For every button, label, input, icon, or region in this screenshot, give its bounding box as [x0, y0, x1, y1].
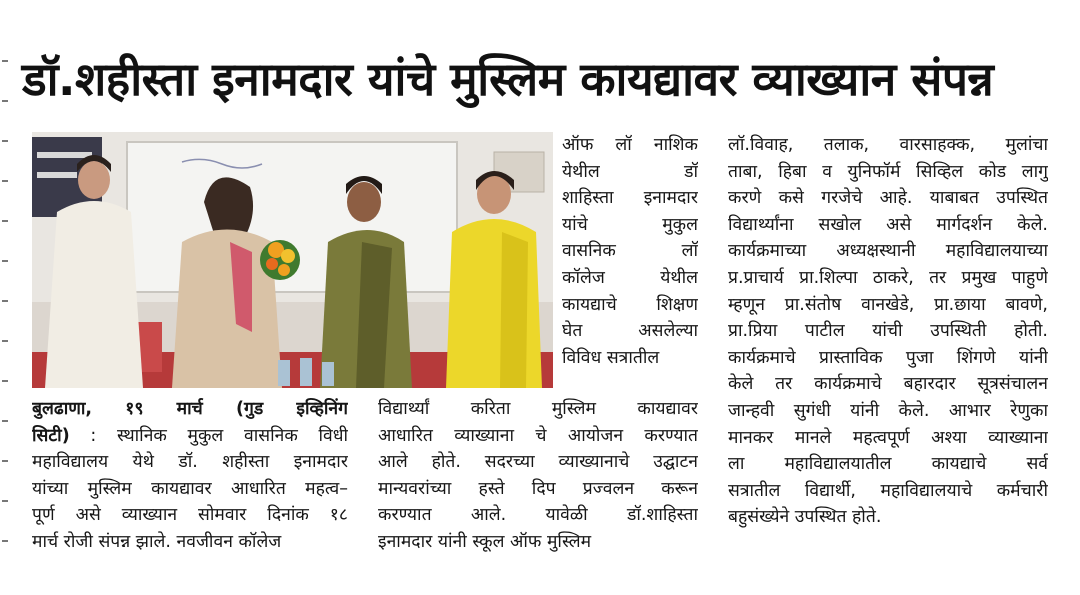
- text-line: लॉ.विवाह, तलाक, वारसाहक्क, मुलांचा: [728, 135, 1048, 155]
- article-column-2: [378, 396, 698, 556]
- text-line: येथील डॉ: [562, 161, 698, 182]
- text-line: कार्यक्रमाच्या अध्यक्षस्थानी महाविद्यालयाच्या: [728, 241, 1048, 262]
- text-line: जान्हवी सुगंधी यांनी केले. आभार रेणुका: [728, 400, 1048, 421]
- article-column-2-top: [562, 132, 698, 371]
- text-line: मानकर मानले महत्वपूर्ण अश्या व्याख्याना: [728, 427, 1048, 448]
- text-line: पूर्ण असे व्याख्यान सोमवार दिनांक १८: [32, 505, 348, 526]
- text-line: करण्यात आले. यावेळी डॉ.शाहिस्ता: [378, 505, 698, 526]
- text-line: ला महाविद्यालयातील कायद्याचे सर्व: [728, 454, 1048, 475]
- headline: डॉ.शहीस्ता इनामदार यांचे मुस्लिम कायद्यावर व्याख्यान संपन्न: [22, 52, 994, 106]
- text-line: म्हणून प्रा.संतोष वानखेडे, प्रा.छाया बावणे,: [728, 294, 1048, 315]
- text-line: विद्यार्थ्यांना सखोल असे मार्गदर्शन केले.: [728, 214, 1048, 235]
- text-line: आले होते. सदरच्या व्याख्यानाचे उद्घाटन: [378, 452, 698, 473]
- article-column-1: [32, 396, 348, 556]
- text-line: शाहिस्ता इनामदार: [562, 188, 698, 209]
- text-line: प्र.प्राचार्य प्रा.शिल्पा ठाकरे, तर प्रमुख पाहुणे: [728, 267, 1048, 288]
- text-line: मान्यवरांच्या हस्ते दिप प्रज्वलन करून: [378, 478, 698, 499]
- text-line: यांचे मुकुल: [562, 214, 698, 235]
- dateline-city: सिटी): [32, 425, 70, 446]
- article-column-3: [728, 132, 1048, 531]
- text-line: कार्यक्रमाचे प्रास्ताविक पुजा शिंगणे यांनी: [728, 347, 1048, 368]
- text-line: केले तर कार्यक्रमाचे बहारदार सूत्रसंचालन: [728, 374, 1048, 395]
- dateline-rest: : स्थानिक मुकुल वासनिक विधी: [69, 425, 348, 446]
- text-line: ताबा, हिबा व युनिफॉर्म सिव्हिल कोड लागु: [728, 161, 1048, 182]
- text-line: प्रा.प्रिया पाटील यांची उपस्थिती होती.: [728, 321, 1048, 342]
- text-line: आधारित व्याख्याना चे आयोजन करण्यात: [378, 425, 698, 446]
- text-line: कायद्याचे शिक्षण: [562, 294, 698, 315]
- text-line: वासनिक लॉ: [562, 241, 698, 262]
- text-line: मार्च रोजी संपन्न झाले. नवजीवन कॉलेज: [32, 531, 282, 552]
- dateline-continued: [32, 423, 348, 450]
- text-line: बहुसंख्येने उपस्थित होते.: [728, 507, 882, 528]
- text-line: कॉलेज येथील: [562, 267, 698, 288]
- clipping-edge: [0, 0, 14, 595]
- text-line: सत्रातील विद्यार्थी, महाविद्यालयाचे कर्मचारी: [728, 480, 1048, 501]
- text-line: करणे कसे गरजेचे आहे. याबाबत उपस्थित: [728, 188, 1048, 209]
- dateline: बुलढाणा, १९ मार्च (गुड इव्हिनिंग: [32, 399, 348, 419]
- text-line: घेत असलेल्या: [562, 321, 698, 342]
- text-line: विविध सत्रातील: [562, 347, 660, 368]
- text-line: विद्यार्थ्यां करिता मुस्लिम कायद्यावर: [378, 399, 698, 419]
- text-line: इनामदार यांनी स्कूल ऑफ मुस्लिम: [378, 531, 592, 552]
- text-line: ऑफ लॉ नाशिक: [562, 135, 698, 155]
- news-photo: [32, 132, 553, 388]
- text-line: यांच्या मुस्लिम कायद्यावर आधारित महत्व–: [32, 478, 348, 499]
- text-line: महाविद्यालय येथे डॉ. शहीस्ता इनामदार: [32, 452, 348, 473]
